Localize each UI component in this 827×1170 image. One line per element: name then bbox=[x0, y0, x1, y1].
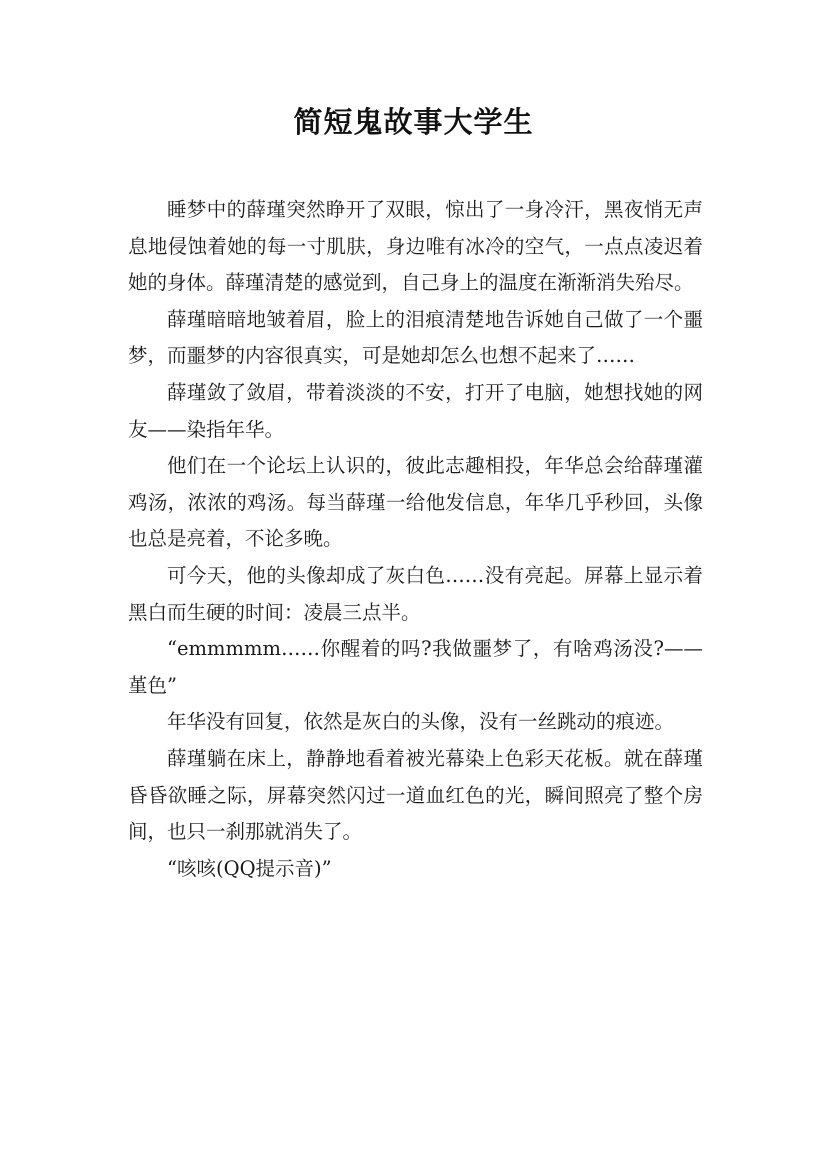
paragraph: 薛瑾暗暗地皱着眉，脸上的泪痕清楚地告诉她自己做了一个噩梦，而噩梦的内容很真实，可是她却怎么也想不起来了…… bbox=[128, 307, 703, 368]
paragraph: 薛瑾躺在床上，静静地看着被光幕染上色彩天花板。就在薛瑾昏昏欲睡之际，屏幕突然闪过一道血红色的光，瞬间照亮了整个房间，也只一刹那就消失了。 bbox=[128, 746, 703, 844]
paragraph: 可今天，他的头像却成了灰白色……没有亮起。屏幕上显示着黑白而生硬的时间：凌晨三点半。 bbox=[128, 563, 703, 624]
document-title: 简短鬼故事大学生 bbox=[293, 105, 534, 139]
paragraph: 薛瑾敛了敛眉，带着淡淡的不安，打开了电脑，她想找她的网友——染指年华。 bbox=[128, 380, 703, 441]
paragraph: “咳咳(QQ提示音)” bbox=[167, 856, 332, 880]
paragraph: “emmmmm……你醒着的吗?我做噩梦了，有啥鸡汤没?——堇色” bbox=[128, 637, 703, 697]
paragraph: 他们在一个论坛上认识的，彼此志趣相投，年华总会给薛瑾灌鸡汤，浓浓的鸡汤。每当薛瑾一给他发信息，年华几乎秒回，头像也总是亮着，不论多晚。 bbox=[128, 454, 703, 551]
paragraph: 年华没有回复，依然是灰白的头像，没有一丝跳动的痕迹。 bbox=[167, 710, 675, 734]
document-body bbox=[128, 192, 703, 887]
paragraph: 睡梦中的薛瑾突然睁开了双眼，惊出了一身冷汗，黑夜悄无声息地侵蚀着她的每一寸肌肤，身边唯有冰冷的空气，一点点凌迟着她的身体。薛瑾清楚的感觉到，自己身上的温度在渐渐消失殆尽。 bbox=[128, 198, 703, 295]
